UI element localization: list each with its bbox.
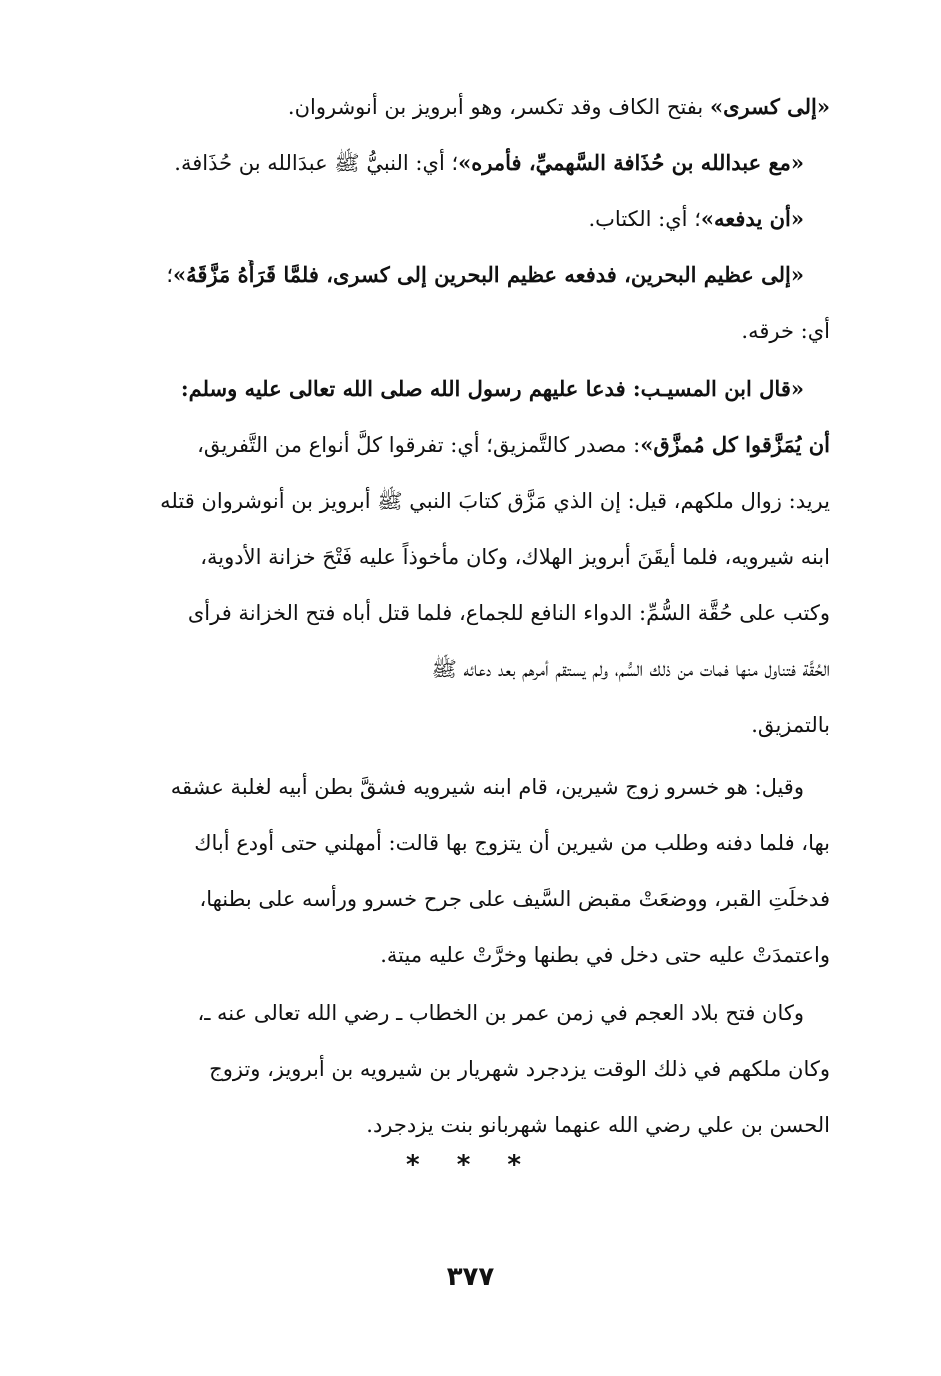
commentary-text: وكان فتح بلاد العجم في زمن عمر بن الخطاب ـ رضي الله تعالى عنه ـ، — [197, 1001, 804, 1025]
text-line — [112, 710, 830, 740]
text-line — [112, 260, 830, 290]
commentary-text: واعتمدَتْ عليه حتى دخل في بطنها وخرَّتْ عليه ميتة. — [380, 943, 830, 967]
page-body — [112, 92, 830, 1140]
text-line — [112, 884, 830, 914]
commentary-text: يريد: زوال ملكهم، قيل: إن الذي مَزَّق كتابَ النبي ﷺ أبرويز بن أنوشروان قتله — [160, 489, 830, 513]
text-line — [112, 542, 830, 572]
commentary-text: بها، فلما دفنه وطلب من شيرين أن يتزوج بها قالت: أمهلني حتى أودع أباك — [194, 831, 830, 855]
commentary-text: ابنه شيرويه، فلما أيقَنَ أبرويز الهلاك، وكان مأخوذاً عليه فَتْحَ خزانة الأدوية، — [200, 545, 830, 569]
commentary-text: : مصدر كالتَّمزيق؛ أي: تفرقوا كلَّ أنواع من التَّفريق، — [197, 433, 641, 457]
commentary-text: بالتمزيق. — [751, 713, 830, 737]
text-line — [112, 204, 830, 234]
quoted-hadith-text: «قال ابن المسيـب: فدعا عليهم رسول الله صلى الله تعالى عليه وسلم: — [180, 376, 804, 401]
commentary-text: فدخلَتِ القبر، ووضعَتْ مقبض السَّيف على جرح خسرو ورأسه على بطنها، — [199, 887, 830, 911]
quoted-hadith-text: «إلى عظيم البحرين، فدفعه عظيم البحرين إلى كسرى، فلمَّا قَرَأَهُ مَزَّقَهُ» — [173, 262, 804, 287]
text-line — [112, 148, 830, 178]
text-line — [112, 772, 830, 802]
commentary-text: ؛ أي: النبيُّ ﷺ عبدَالله بن حُذَافة. — [174, 151, 459, 175]
page-number: ٣٧٧ — [446, 1262, 495, 1292]
commentary-text: بفتح الكاف وقد تكسر، وهو أبرويز بن أنوشروان. — [287, 95, 710, 119]
text-line — [112, 486, 830, 516]
quoted-hadith-text: «مع عبدالله بن حُذَافة السَّهميِّ، فأمره» — [458, 150, 804, 175]
text-line — [112, 316, 830, 346]
text-line — [112, 654, 830, 684]
commentary-text: ؛ أي: الكتاب. — [588, 207, 701, 231]
text-line — [112, 598, 830, 628]
commentary-text: وقيل: هو خسرو زوج شيرين، قام ابنه شيرويه فشقَّ بطن أبيه لغلبة عشقه — [170, 775, 804, 799]
text-line — [112, 430, 830, 460]
text-line — [112, 828, 830, 858]
section-separator: * * * — [406, 1150, 535, 1180]
commentary-text: الحسن بن علي رضي الله عنهما شهربانو بنت يزدجرد. — [366, 1113, 830, 1137]
text-line — [112, 940, 830, 970]
commentary-text: الحُقَّة فتناول منها فمات من ذلك السُّم، ولم يستقم أمرهم بعد دعائه ﷺ — [431, 657, 830, 681]
quoted-hadith-text: «أن يدفعه» — [700, 206, 804, 231]
text-line — [112, 998, 830, 1028]
commentary-text: ؛ — [166, 263, 174, 287]
quoted-hadith-text: «إلى كسرى» — [709, 94, 830, 119]
quoted-hadith-text: أن يُمَزَّقوا كل مُمزَّق» — [640, 432, 830, 457]
commentary-text: أي: خرقه. — [741, 319, 830, 343]
commentary-text: وكان ملكهم في ذلك الوقت يزدجرد شهريار بن شيرويه بن أبرويز، وتزوج — [209, 1057, 830, 1081]
text-line — [112, 374, 830, 404]
text-line — [112, 1110, 830, 1140]
text-line — [112, 1054, 830, 1084]
commentary-text: وكتب على حُقَّة السُّمِّ: الدواء النافع للجماع، فلما قتل أباه فتح الخزانة فرأى — [187, 601, 830, 625]
text-line — [112, 92, 830, 122]
